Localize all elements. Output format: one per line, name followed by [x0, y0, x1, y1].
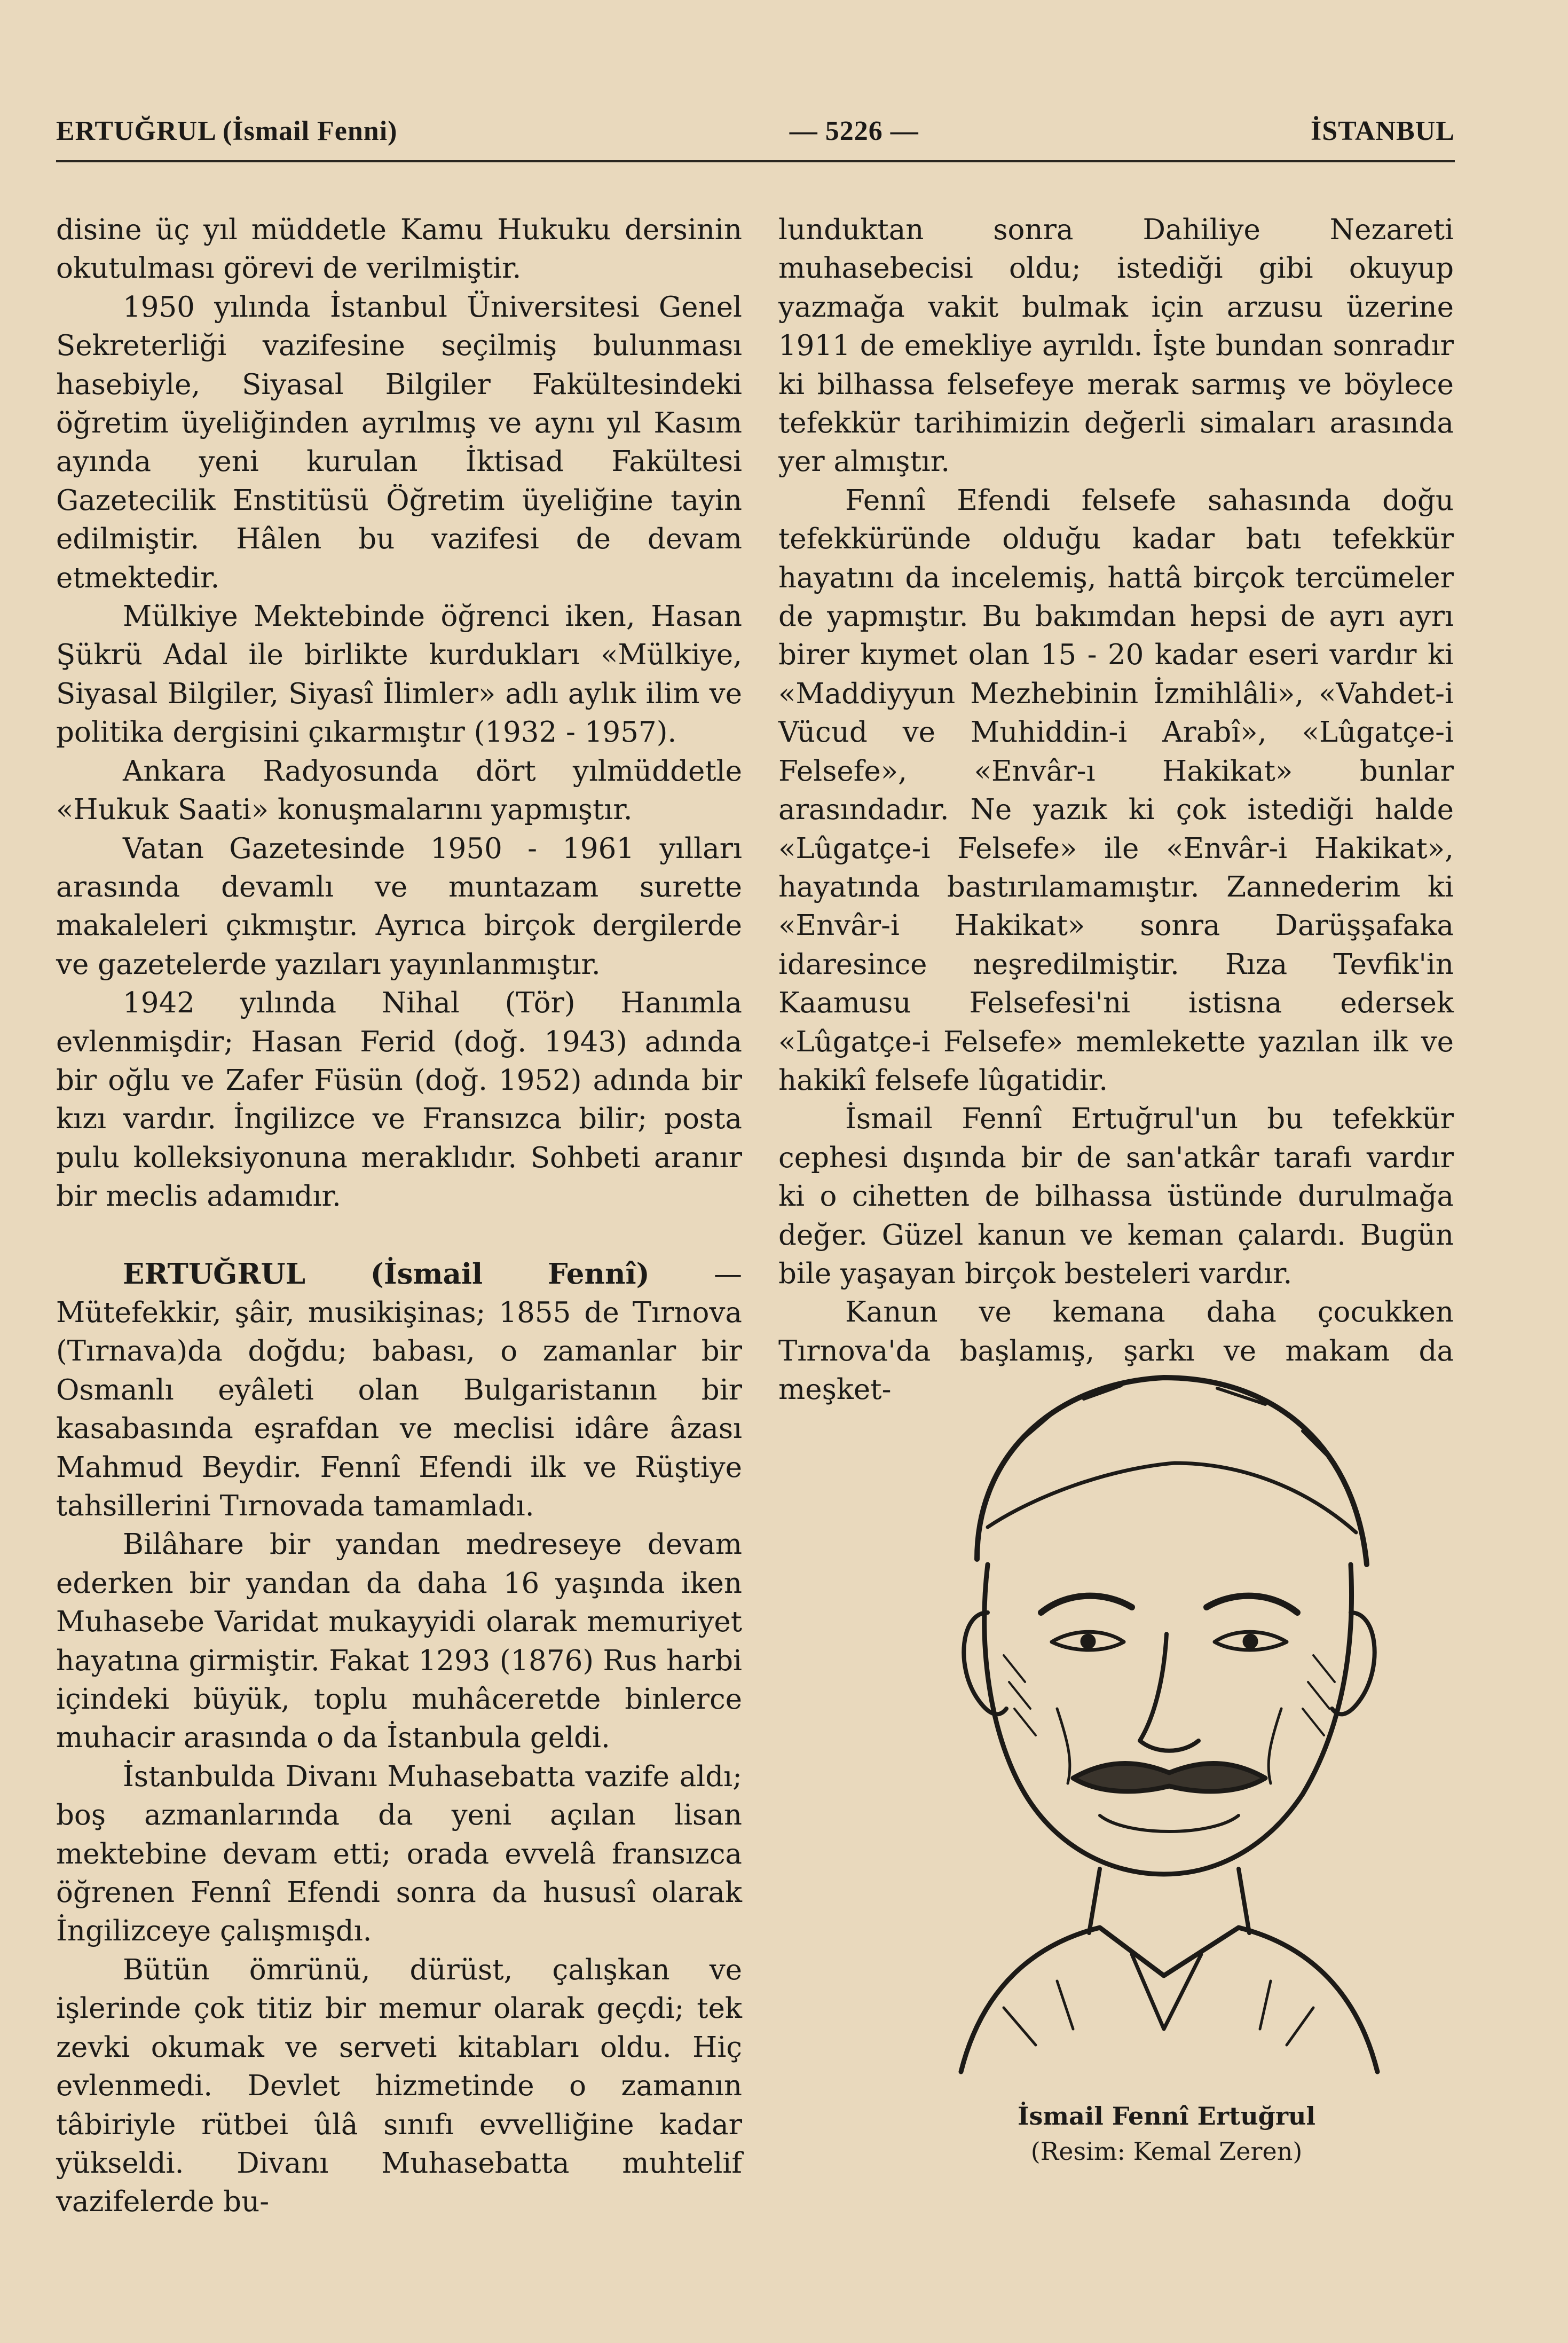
paragraph: İsmail Fennî Ertuğrul'un bu tefekkür cephesi dışında bir de san'atkâr tarafı vardır ki o cihetten de bilhassa üstünde durulmağa değer. Güzel kanun ve keman çalardı. Bugün bile yaşayan birçok besteleri vardır. — [778, 1103, 1454, 1290]
caption-name: İsmail Fennî Ertuğrul — [1018, 2102, 1315, 2130]
portrait-sketch — [897, 1335, 1436, 2104]
header-rule — [56, 160, 1455, 162]
paragraph: disine üç yıl müddetle Kamu Hukuku dersinin okutulması görevi de verilmiştir. — [56, 214, 742, 285]
paragraph: lunduktan sonra Dahiliye Nezareti muhasebecisi oldu; istediği gibi okuyup yazmağa vakit bulmak için arzusu üzerine 1911 de emekliye ayrıldı. İşte bundan sonradır ki bilhassa felsefeye merak sarmış ve böylece tefekkür tarihimizin değerli simaları arasında yer almıştır. — [778, 214, 1454, 478]
entry-intro: — Mütefekkir, şâir, musikişinas; 1855 de Tırnova (Tırnava)da doğdu; babası, o zamanlar bir Osmanlı eyâleti olan Bulgaristanın bir kasabasında eşrafdan ve meclisi idâre âzası Mahmud Beydir. Fennî Efendi ilk ve Rüştiye tahsillerini Tırnovada tamamladı. — [56, 1257, 742, 1522]
entry-paragraph — [56, 1255, 742, 1526]
right-column — [778, 211, 1454, 1410]
paragraph: 1950 yılında İstanbul Üniversitesi Genel Sekreterliği vazifesine seçilmiş bulunması hasebiyle, Siyasal Bilgiler Fakültesindeki öğretim üyeliğinden ayrılmış ve aynı yıl Kasım ayında yeni kurulan İktisad Fakültesi Gazetecilik Enstitüsü Öğretim üyeliğine tayin edilmiştir. Hâlen bu vazifesi de devam etmektedir. — [56, 290, 742, 594]
entry-name: ERTUĞRUL (İsmail Fennî) — [123, 1257, 650, 1291]
page-number: — 5226 — — [789, 115, 919, 146]
paragraph: 1942 yılında Nihal (Tör) Hanımla evlenmişdir; Hasan Ferid (doğ. 1943) adında bir oğlu ve Zafer Füsün (doğ. 1952) adında bir kızı vardır. İngilizce ve Fransızca bilir; posta pulu kolleksiyonuna meraklıdır. Sohbeti aranır bir meclis adamıdır. — [56, 987, 742, 1213]
paragraph: Bilâhare bir yandan medreseye devam ederken bir yandan da daha 16 yaşında iken Muhasebe Varidat mukayyidi olarak memuriyet hayatına girmiştir. Fakat 1293 (1876) Rus harbi içindeki büyük, toplu muhâceretde binlerce muhacir arasında o da İstanbula geldi. — [56, 1528, 742, 1755]
paragraph: Fennî Efendi felsefe sahasında doğu tefekküründe olduğu kadar batı tefekkür hayatını da incelemiş, hattâ birçok tercümeler de yapmıştır. Bu bakımdan hepsi de ayrı ayrı birer kıymet olan 15 - 20 kadar eseri vardır ki «Maddiyyun Mezhebinin İzmihlâli», «Vahdet-i Vücud ve Muhiddin-i Arabî», «Lûgatçe-i Felsefe», «Envâr-ı Hakikat» bunlar arasındadır. Ne yazık ki çok istediği halde «Lûgatçe-i Felsefe» ile «Envâr-i Hakikat», hayatında bastırılamamıştır. Zannederim ki «Envâr-i Hakikat» sonra Darüşşafaka idaresince neşredilmiştir. Rıza Tevfik'in Kaamusu Felsefesi'ni istisna edersek «Lûgatçe-i Felsefe» memlekette yazılan ilk ve hakikî felsefe lûgatidir. — [778, 484, 1454, 1097]
paragraph: İstanbulda Divanı Muhasebatta vazife aldı; boş azmanlarında da yeni açılan lisan mektebine devam etti; orada evvelâ fransızca öğrenen Fennî Efendi sonra da hususî olarak İngilizceye çalışmışdı. — [56, 1760, 742, 1948]
header-title: ERTUĞRUL (İsmail Fenni) — [56, 115, 398, 146]
page-header — [56, 109, 1455, 152]
left-column — [56, 211, 742, 2222]
portrait-caption — [897, 2098, 1436, 2169]
paragraph: Vatan Gazetesinde 1950 - 1961 yılları arasında devamlı ve muntazam surette makaleleri çıkmıştır. Ayrıca birçok dergilerde ve gazetelerde yazıları yayınlanmıştır. — [56, 832, 742, 981]
paragraph: Kanun ve kemana daha çocukken Tırnova'da başlamış, şarkı ve makam da meşket- — [778, 1296, 1454, 1406]
header-city: İSTANBUL — [1310, 115, 1455, 146]
paragraph: Mülkiye Mektebinde öğrenci iken, Hasan Şükrü Adal ile birlikte kurdukları «Mülkiye, Siyasal Bilgiler, Siyasî İlimler» adlı aylık ilim ve politika dergisini çıkarmıştır (1932 - 1957). — [56, 600, 742, 749]
caption-credit: (Resim: Kemal Zeren) — [1030, 2137, 1303, 2166]
paragraph: Bütün ömrünü, dürüst, çalışkan ve işlerinde çok titiz bir memur olarak geçdi; tek zevki okumak ve serveti kitabları oldu. Hiç evlenmedi. Devlet hizmetinde o zamanın tâbiriyle rütbei ûlâ sınıfı evvelliğine kadar yükseldi. Divanı Muhasebatta muhtelif vazifelerde bu- — [56, 1953, 742, 2219]
paragraph: Ankara Radyosunda dört yılmüddetle «Hukuk Saati» konuşmalarını yapmıştır. — [56, 754, 742, 827]
